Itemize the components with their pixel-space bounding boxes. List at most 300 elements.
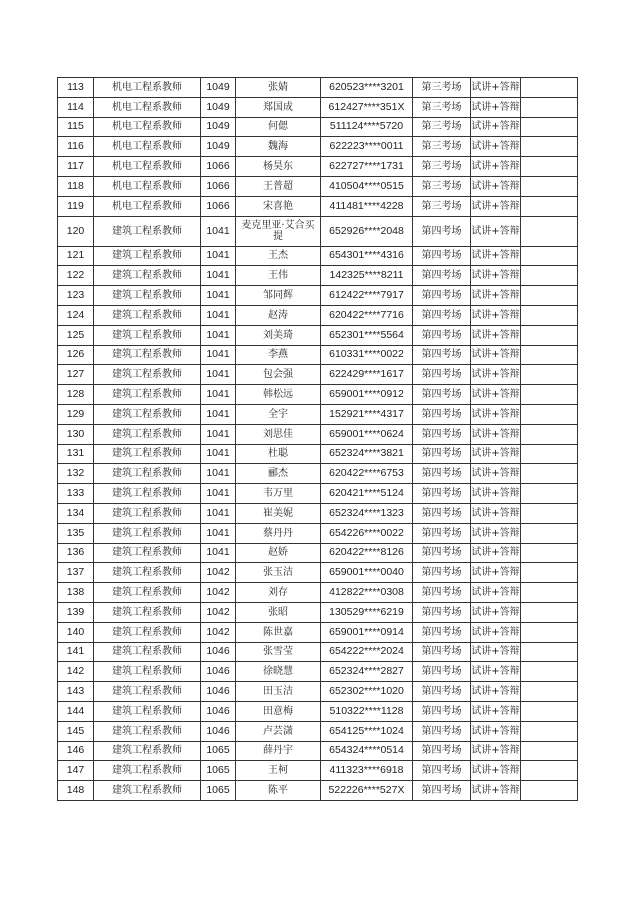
- row-number-cell: 120: [58, 216, 94, 246]
- exam-format-cell: 试讲+答辩: [471, 305, 521, 325]
- exam-format-cell: 试讲+答辩: [471, 404, 521, 424]
- exam-format-cell: 试讲+答辩: [471, 266, 521, 286]
- department-cell: 建筑工程系教师: [94, 781, 201, 801]
- exam-format-cell: 试讲+答辩: [471, 484, 521, 504]
- id-number-cell: 659001****0914: [321, 622, 413, 642]
- id-number-cell: 410504****0515: [321, 176, 413, 196]
- exam-format-cell: 试讲+答辩: [471, 325, 521, 345]
- department-cell: 机电工程系教师: [94, 117, 201, 137]
- row-number-cell: 121: [58, 246, 94, 266]
- candidate-name-cell: 崔美妮: [236, 503, 321, 523]
- id-number-cell: 654222****2024: [321, 642, 413, 662]
- row-number-cell: 136: [58, 543, 94, 563]
- position-code-cell: 1049: [201, 137, 236, 157]
- department-cell: 建筑工程系教师: [94, 662, 201, 682]
- department-cell: 建筑工程系教师: [94, 642, 201, 662]
- exam-format-cell: 试讲+答辩: [471, 563, 521, 583]
- department-cell: 建筑工程系教师: [94, 701, 201, 721]
- id-number-cell: 612422****7917: [321, 286, 413, 306]
- id-number-cell: 522226****527X: [321, 781, 413, 801]
- exam-format-cell: 试讲+答辩: [471, 602, 521, 622]
- candidate-name-cell: 邹同辉: [236, 286, 321, 306]
- exam-format-cell: 试讲+答辩: [471, 761, 521, 781]
- exam-room-cell: 第四考场: [413, 345, 471, 365]
- table-row: [58, 97, 578, 117]
- exam-format-cell: 试讲+答辩: [471, 157, 521, 177]
- position-code-cell: 1041: [201, 464, 236, 484]
- exam-room-cell: 第四考场: [413, 286, 471, 306]
- exam-room-cell: 第四考场: [413, 701, 471, 721]
- department-cell: 建筑工程系教师: [94, 563, 201, 583]
- table-row: [58, 543, 578, 563]
- id-number-cell: 411481****4228: [321, 196, 413, 216]
- department-cell: 建筑工程系教师: [94, 622, 201, 642]
- table-row: [58, 196, 578, 216]
- row-number-cell: 131: [58, 444, 94, 464]
- table-row: [58, 464, 578, 484]
- candidate-name-cell: 刘存: [236, 583, 321, 603]
- row-number-cell: 124: [58, 305, 94, 325]
- exam-room-cell: 第四考场: [413, 266, 471, 286]
- position-code-cell: 1046: [201, 682, 236, 702]
- exam-room-cell: 第四考场: [413, 246, 471, 266]
- remarks-cell: [521, 97, 578, 117]
- candidate-name-cell: 魏海: [236, 137, 321, 157]
- table-row: [58, 325, 578, 345]
- table-row: [58, 137, 578, 157]
- position-code-cell: 1065: [201, 761, 236, 781]
- remarks-cell: [521, 424, 578, 444]
- id-number-cell: 620421****5124: [321, 484, 413, 504]
- candidate-name-cell: 王伟: [236, 266, 321, 286]
- table-row: [58, 761, 578, 781]
- candidate-name-cell: 全宇: [236, 404, 321, 424]
- remarks-cell: [521, 196, 578, 216]
- row-number-cell: 125: [58, 325, 94, 345]
- exam-room-cell: 第四考场: [413, 583, 471, 603]
- remarks-cell: [521, 325, 578, 345]
- row-number-cell: 135: [58, 523, 94, 543]
- department-cell: 建筑工程系教师: [94, 345, 201, 365]
- exam-room-cell: 第四考场: [413, 325, 471, 345]
- department-cell: 建筑工程系教师: [94, 523, 201, 543]
- exam-room-cell: 第四考场: [413, 543, 471, 563]
- id-number-cell: 620422****7716: [321, 305, 413, 325]
- exam-format-cell: 试讲+答辩: [471, 543, 521, 563]
- exam-room-cell: 第四考场: [413, 662, 471, 682]
- candidate-name-cell: 陈平: [236, 781, 321, 801]
- id-number-cell: 412822****0308: [321, 583, 413, 603]
- department-cell: 建筑工程系教师: [94, 216, 201, 246]
- remarks-cell: [521, 216, 578, 246]
- remarks-cell: [521, 286, 578, 306]
- candidate-name-cell: 王普超: [236, 176, 321, 196]
- position-code-cell: 1042: [201, 622, 236, 642]
- table-row: [58, 117, 578, 137]
- id-number-cell: 652324****1323: [321, 503, 413, 523]
- candidate-name-cell: 郑国成: [236, 97, 321, 117]
- table-row: [58, 424, 578, 444]
- exam-format-cell: 试讲+答辩: [471, 286, 521, 306]
- department-cell: 机电工程系教师: [94, 157, 201, 177]
- position-code-cell: 1041: [201, 444, 236, 464]
- candidate-name-cell: 蔡丹丹: [236, 523, 321, 543]
- remarks-cell: [521, 464, 578, 484]
- id-number-cell: 620422****6753: [321, 464, 413, 484]
- candidate-name-cell: 卢芸潇: [236, 721, 321, 741]
- id-number-cell: 622223****0011: [321, 137, 413, 157]
- id-number-cell: 654301****4316: [321, 246, 413, 266]
- remarks-cell: [521, 404, 578, 424]
- id-number-cell: 620422****8126: [321, 543, 413, 563]
- row-number-cell: 138: [58, 583, 94, 603]
- department-cell: 建筑工程系教师: [94, 602, 201, 622]
- row-number-cell: 114: [58, 97, 94, 117]
- remarks-cell: [521, 622, 578, 642]
- exam-room-cell: 第四考场: [413, 385, 471, 405]
- department-cell: 建筑工程系教师: [94, 385, 201, 405]
- position-code-cell: 1041: [201, 404, 236, 424]
- remarks-cell: [521, 305, 578, 325]
- exam-format-cell: 试讲+答辩: [471, 365, 521, 385]
- candidate-name-cell: 徐晓慧: [236, 662, 321, 682]
- candidate-name-cell: 韩松远: [236, 385, 321, 405]
- remarks-cell: [521, 137, 578, 157]
- position-code-cell: 1041: [201, 216, 236, 246]
- remarks-cell: [521, 503, 578, 523]
- id-number-cell: 659001****0912: [321, 385, 413, 405]
- department-cell: 建筑工程系教师: [94, 325, 201, 345]
- candidate-name-cell: 田玉洁: [236, 682, 321, 702]
- exam-format-cell: 试讲+答辩: [471, 196, 521, 216]
- remarks-cell: [521, 721, 578, 741]
- row-number-cell: 130: [58, 424, 94, 444]
- exam-format-cell: 试讲+答辩: [471, 117, 521, 137]
- exam-room-cell: 第四考场: [413, 216, 471, 246]
- id-number-cell: 652324****3821: [321, 444, 413, 464]
- id-number-cell: 652302****1020: [321, 682, 413, 702]
- position-code-cell: 1049: [201, 117, 236, 137]
- department-cell: 建筑工程系教师: [94, 484, 201, 504]
- position-code-cell: 1041: [201, 305, 236, 325]
- remarks-cell: [521, 157, 578, 177]
- exam-room-cell: 第三考场: [413, 157, 471, 177]
- exam-room-cell: 第四考场: [413, 563, 471, 583]
- position-code-cell: 1041: [201, 503, 236, 523]
- position-code-cell: 1041: [201, 543, 236, 563]
- table-row: [58, 305, 578, 325]
- position-code-cell: 1041: [201, 325, 236, 345]
- table-row: [58, 583, 578, 603]
- table-row: [58, 444, 578, 464]
- department-cell: 机电工程系教师: [94, 137, 201, 157]
- row-number-cell: 144: [58, 701, 94, 721]
- position-code-cell: 1066: [201, 157, 236, 177]
- remarks-cell: [521, 741, 578, 761]
- exam-room-cell: 第四考场: [413, 365, 471, 385]
- id-number-cell: 620523****3201: [321, 78, 413, 98]
- table-row: [58, 622, 578, 642]
- table-row: [58, 176, 578, 196]
- exam-format-cell: 试讲+答辩: [471, 176, 521, 196]
- exam-format-cell: 试讲+答辩: [471, 701, 521, 721]
- exam-format-cell: 试讲+答辩: [471, 721, 521, 741]
- remarks-cell: [521, 563, 578, 583]
- candidate-name-cell: 王杰: [236, 246, 321, 266]
- candidate-name-cell: 包会强: [236, 365, 321, 385]
- candidate-name-cell: 陈世嘉: [236, 622, 321, 642]
- table-row: [58, 385, 578, 405]
- department-cell: 建筑工程系教师: [94, 444, 201, 464]
- department-cell: 建筑工程系教师: [94, 583, 201, 603]
- candidate-name-cell: 田意梅: [236, 701, 321, 721]
- exam-room-cell: 第四考场: [413, 484, 471, 504]
- id-number-cell: 654226****0022: [321, 523, 413, 543]
- exam-format-cell: 试讲+答辩: [471, 246, 521, 266]
- exam-room-cell: 第四考场: [413, 404, 471, 424]
- position-code-cell: 1046: [201, 721, 236, 741]
- row-number-cell: 141: [58, 642, 94, 662]
- exam-format-cell: 试讲+答辩: [471, 503, 521, 523]
- exam-format-cell: 试讲+答辩: [471, 583, 521, 603]
- exam-room-cell: 第四考场: [413, 741, 471, 761]
- exam-format-cell: 试讲+答辩: [471, 345, 521, 365]
- id-number-cell: 612427****351X: [321, 97, 413, 117]
- exam-format-cell: 试讲+答辩: [471, 781, 521, 801]
- position-code-cell: 1049: [201, 78, 236, 98]
- position-code-cell: 1041: [201, 246, 236, 266]
- table-row: [58, 662, 578, 682]
- remarks-cell: [521, 583, 578, 603]
- remarks-cell: [521, 78, 578, 98]
- id-number-cell: 652301****5564: [321, 325, 413, 345]
- table-row: [58, 602, 578, 622]
- candidate-name-cell: 刘美琦: [236, 325, 321, 345]
- row-number-cell: 142: [58, 662, 94, 682]
- table-row: [58, 286, 578, 306]
- department-cell: 建筑工程系教师: [94, 404, 201, 424]
- row-number-cell: 134: [58, 503, 94, 523]
- position-code-cell: 1041: [201, 266, 236, 286]
- department-cell: 建筑工程系教师: [94, 246, 201, 266]
- row-number-cell: 132: [58, 464, 94, 484]
- row-number-cell: 139: [58, 602, 94, 622]
- candidate-name-cell: 李燕: [236, 345, 321, 365]
- exam-format-cell: 试讲+答辩: [471, 444, 521, 464]
- candidate-name-cell: 张昭: [236, 602, 321, 622]
- id-number-cell: 622429****1617: [321, 365, 413, 385]
- position-code-cell: 1041: [201, 484, 236, 504]
- exam-format-cell: 试讲+答辩: [471, 662, 521, 682]
- id-number-cell: 652926****2048: [321, 216, 413, 246]
- row-number-cell: 147: [58, 761, 94, 781]
- table-row: [58, 246, 578, 266]
- table-row: [58, 266, 578, 286]
- candidate-table: [57, 77, 578, 801]
- exam-room-cell: 第四考场: [413, 781, 471, 801]
- candidate-name-cell: 刘思佳: [236, 424, 321, 444]
- id-number-cell: 511124****5720: [321, 117, 413, 137]
- position-code-cell: 1041: [201, 424, 236, 444]
- department-cell: 建筑工程系教师: [94, 503, 201, 523]
- row-number-cell: 145: [58, 721, 94, 741]
- id-number-cell: 652324****2827: [321, 662, 413, 682]
- row-number-cell: 137: [58, 563, 94, 583]
- row-number-cell: 117: [58, 157, 94, 177]
- department-cell: 建筑工程系教师: [94, 305, 201, 325]
- remarks-cell: [521, 484, 578, 504]
- id-number-cell: 152921****4317: [321, 404, 413, 424]
- position-code-cell: 1046: [201, 662, 236, 682]
- exam-format-cell: 试讲+答辩: [471, 424, 521, 444]
- exam-format-cell: 试讲+答辩: [471, 682, 521, 702]
- remarks-cell: [521, 543, 578, 563]
- exam-room-cell: 第四考场: [413, 682, 471, 702]
- table-row: [58, 741, 578, 761]
- remarks-cell: [521, 385, 578, 405]
- position-code-cell: 1041: [201, 345, 236, 365]
- position-code-cell: 1041: [201, 385, 236, 405]
- row-number-cell: 133: [58, 484, 94, 504]
- department-cell: 建筑工程系教师: [94, 761, 201, 781]
- id-number-cell: 510322****1128: [321, 701, 413, 721]
- remarks-cell: [521, 642, 578, 662]
- remarks-cell: [521, 246, 578, 266]
- department-cell: 建筑工程系教师: [94, 266, 201, 286]
- row-number-cell: 122: [58, 266, 94, 286]
- department-cell: 建筑工程系教师: [94, 721, 201, 741]
- position-code-cell: 1065: [201, 741, 236, 761]
- department-cell: 建筑工程系教师: [94, 741, 201, 761]
- exam-room-cell: 第四考场: [413, 642, 471, 662]
- remarks-cell: [521, 761, 578, 781]
- exam-room-cell: 第四考场: [413, 464, 471, 484]
- exam-room-cell: 第四考场: [413, 444, 471, 464]
- remarks-cell: [521, 682, 578, 702]
- department-cell: 建筑工程系教师: [94, 682, 201, 702]
- candidate-name-cell: 赵涛: [236, 305, 321, 325]
- position-code-cell: 1066: [201, 196, 236, 216]
- row-number-cell: 128: [58, 385, 94, 405]
- table-row: [58, 157, 578, 177]
- remarks-cell: [521, 781, 578, 801]
- table-row: [58, 563, 578, 583]
- table-row: [58, 721, 578, 741]
- row-number-cell: 127: [58, 365, 94, 385]
- position-code-cell: 1046: [201, 701, 236, 721]
- department-cell: 建筑工程系教师: [94, 424, 201, 444]
- row-number-cell: 148: [58, 781, 94, 801]
- id-number-cell: 654324****0514: [321, 741, 413, 761]
- table-row: [58, 701, 578, 721]
- row-number-cell: 123: [58, 286, 94, 306]
- department-cell: 建筑工程系教师: [94, 365, 201, 385]
- candidate-name-cell: 杨昊东: [236, 157, 321, 177]
- exam-room-cell: 第四考场: [413, 523, 471, 543]
- position-code-cell: 1042: [201, 583, 236, 603]
- table-row: [58, 682, 578, 702]
- remarks-cell: [521, 117, 578, 137]
- candidate-name-cell: 张玉洁: [236, 563, 321, 583]
- exam-format-cell: 试讲+答辩: [471, 622, 521, 642]
- exam-format-cell: 试讲+答辩: [471, 137, 521, 157]
- table-row: [58, 78, 578, 98]
- exam-room-cell: 第四考场: [413, 721, 471, 741]
- id-number-cell: 610331****0022: [321, 345, 413, 365]
- exam-format-cell: 试讲+答辩: [471, 741, 521, 761]
- table-row: [58, 523, 578, 543]
- exam-format-cell: 试讲+答辩: [471, 464, 521, 484]
- exam-format-cell: 试讲+答辩: [471, 78, 521, 98]
- exam-room-cell: 第三考场: [413, 97, 471, 117]
- department-cell: 建筑工程系教师: [94, 464, 201, 484]
- table-row: [58, 503, 578, 523]
- exam-room-cell: 第三考场: [413, 137, 471, 157]
- id-number-cell: 142325****8211: [321, 266, 413, 286]
- remarks-cell: [521, 444, 578, 464]
- exam-room-cell: 第四考场: [413, 622, 471, 642]
- remarks-cell: [521, 701, 578, 721]
- position-code-cell: 1041: [201, 365, 236, 385]
- row-number-cell: 146: [58, 741, 94, 761]
- remarks-cell: [521, 602, 578, 622]
- candidate-name-cell: 何偲: [236, 117, 321, 137]
- exam-room-cell: 第三考场: [413, 196, 471, 216]
- exam-format-cell: 试讲+答辩: [471, 385, 521, 405]
- remarks-cell: [521, 176, 578, 196]
- position-code-cell: 1049: [201, 97, 236, 117]
- department-cell: 机电工程系教师: [94, 196, 201, 216]
- remarks-cell: [521, 662, 578, 682]
- exam-format-cell: 试讲+答辩: [471, 642, 521, 662]
- id-number-cell: 411323****6918: [321, 761, 413, 781]
- position-code-cell: 1065: [201, 781, 236, 801]
- exam-room-cell: 第四考场: [413, 503, 471, 523]
- remarks-cell: [521, 365, 578, 385]
- candidate-name-cell: 韦万里: [236, 484, 321, 504]
- candidate-name-cell: 赵娇: [236, 543, 321, 563]
- id-number-cell: 659001****0040: [321, 563, 413, 583]
- position-code-cell: 1046: [201, 642, 236, 662]
- id-number-cell: 654125****1024: [321, 721, 413, 741]
- row-number-cell: 119: [58, 196, 94, 216]
- candidate-name-cell: 张雪莹: [236, 642, 321, 662]
- exam-room-cell: 第四考场: [413, 305, 471, 325]
- exam-room-cell: 第四考场: [413, 761, 471, 781]
- position-code-cell: 1066: [201, 176, 236, 196]
- table-row: [58, 216, 578, 246]
- candidate-name-cell: 张婧: [236, 78, 321, 98]
- row-number-cell: 129: [58, 404, 94, 424]
- table-row: [58, 781, 578, 801]
- table-row: [58, 642, 578, 662]
- row-number-cell: 115: [58, 117, 94, 137]
- exam-room-cell: 第三考场: [413, 78, 471, 98]
- department-cell: 建筑工程系教师: [94, 286, 201, 306]
- remarks-cell: [521, 345, 578, 365]
- exam-format-cell: 试讲+答辩: [471, 523, 521, 543]
- exam-room-cell: 第三考场: [413, 117, 471, 137]
- department-cell: 机电工程系教师: [94, 97, 201, 117]
- candidate-name-cell: 麦克里亚·艾合买提: [236, 216, 321, 246]
- id-number-cell: 130529****6219: [321, 602, 413, 622]
- row-number-cell: 113: [58, 78, 94, 98]
- candidate-name-cell: 薛丹宇: [236, 741, 321, 761]
- position-code-cell: 1041: [201, 286, 236, 306]
- row-number-cell: 116: [58, 137, 94, 157]
- department-cell: 机电工程系教师: [94, 176, 201, 196]
- department-cell: 建筑工程系教师: [94, 543, 201, 563]
